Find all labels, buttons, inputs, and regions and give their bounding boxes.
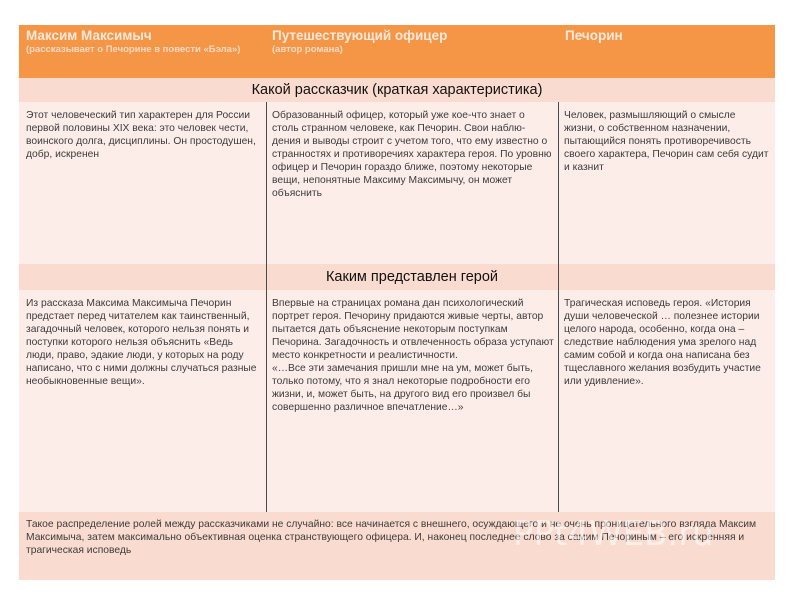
section-title: Каким представлен герой (325, 269, 499, 285)
table-row (19, 290, 775, 512)
header-title: Путешествующий офицер (272, 28, 448, 43)
table-cell: Этот человеческий тип характерен для России первой половины XIX века: это человек чести, воинского долга, дисциплины. Он простодушен, добр, искренен (26, 110, 256, 160)
header-title: Печорин (565, 28, 623, 43)
header-cell-maksim-maksimych (26, 28, 261, 55)
header-subtitle: (рассказывает о Печорине в повести «Бэла») (26, 44, 241, 55)
header-title: Максим Максимыч (26, 28, 152, 43)
column-divider (558, 102, 559, 512)
summary-text: Такое распределение ролей между рассказчиками не случайно: все начинается с внешнего, осуждающего и не очень проницательного взгляда Максим Максимыча, затем максимально объективная оценка странствующего офицера. И, наконец последнее слово за самим Печориным – его искренняя и трагическая исповедь (26, 519, 757, 556)
table-row (19, 102, 775, 264)
table-cell: Трагическая исповедь героя. «История души человеческой … полезнее истории целого народа, особенно, когда она – следствие наблюдения ума зрелого над самим собой и когда она написана без тщеславного желания возбудить участие или удивление». (564, 298, 761, 387)
table-cell: Образованный офицер, который уже кое-что знает о столь странном человеке, как Печорин. Свои наблю-дения и выводы строит с учетом того, что ему известно о странностях и противоречиях характера героя. По уровню офицер и Печорин гораздо ближе, поэтому некоторые вещи, непонятные Максиму Максимычу, он может объяснить (272, 110, 552, 199)
table-cell: Из рассказа Максима Максимыча Печорин предстает перед читателем как таинственный, загадочный человек, которого нельзя понять и поступки которого нельзя объяснить «Ведь люди, право, эдакие люди, у которых на роду написано, что с ними должны случаться разные необыкновенные вещи». (26, 298, 257, 387)
table-header (19, 25, 775, 78)
narrators-table (19, 25, 775, 580)
column-divider (266, 102, 267, 512)
header-subtitle: (автор романа) (272, 44, 343, 55)
table-cell: Человек, размышляющий о смысле жизни, о собственном назначении, пытающийся понять противоречивость своего характера, Печорин сам себя судит и казнит (564, 110, 769, 173)
watermark-logo: PPt4WEB.ru (513, 514, 714, 554)
section-header-hero (19, 264, 775, 290)
table-cell: Впервые на страницах романа дан психологический портрет героя. Печорину придаются живые черты, автор пытается дать объяснение некоторым поступкам Печорина. Загадочность и отвлеченность образа уступают место конкретности и реалистичности. «…Все эти замечания пришли мне на ум, может быть, только потому, что я знал некоторые подробности его жизни, и, может быть, на другого вид его произвел бы совершенно различное впечатление…» (272, 298, 554, 413)
section-header-narrator: Какой рассказчик (краткая характеристика) (19, 78, 775, 102)
header-cell-traveling-officer (272, 28, 542, 55)
header-cell-pechorin (565, 28, 765, 44)
